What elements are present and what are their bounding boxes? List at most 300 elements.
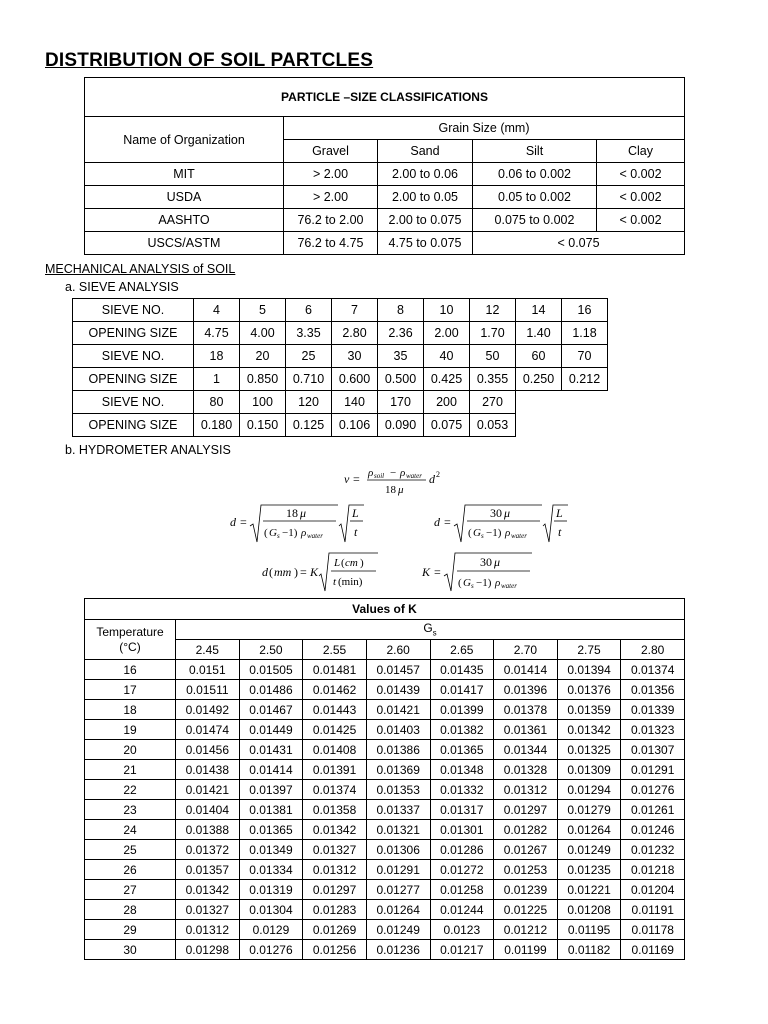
svg-text:K: K [422,565,431,579]
k-value-cell: 0.01462 [303,680,367,700]
k-value-cell: 0.01381 [239,800,303,820]
k-value-cell: 0.01408 [303,740,367,760]
k-value-cell: 0.01208 [557,900,621,920]
k-value-cell: 0.01396 [494,680,558,700]
svg-text:d: d [434,515,440,529]
k-value-cell: 0.01349 [239,840,303,860]
table-row [85,900,685,920]
svg-text:(: ( [269,565,273,579]
subsection-heading: b. HYDROMETER ANALYSIS [65,443,231,457]
k-value-cell: 0.01391 [303,760,367,780]
k-value-cell: 0.0129 [239,920,303,940]
temperature-cell: 24 [85,820,176,840]
k-value-cell: 0.01457 [366,660,430,680]
svg-text:water: water [307,532,323,540]
temperature-cell: 22 [85,780,176,800]
k-value-cell: 0.01334 [239,860,303,880]
k-value-cell: 0.01399 [430,700,494,720]
k-value-cell: 0.01272 [430,860,494,880]
gs-value-header: 2.45 [176,640,240,660]
opening-size-label: OPENING SIZE [73,322,194,345]
gs-value-header: 2.75 [557,640,621,660]
opening-size-cell: 3.35 [286,322,332,345]
k-value-cell: 0.01421 [366,700,430,720]
table-row [73,368,608,391]
k-value-cell: 0.01317 [430,800,494,820]
opening-size-cell: 0.600 [332,368,378,391]
diameter-formula-1 [228,502,378,548]
k-value-cell: 0.01339 [621,700,685,720]
opening-size-cell: 1.70 [470,322,516,345]
svg-text:μ: μ [398,484,404,496]
svg-text:(: ( [468,527,472,539]
k-formula [420,550,540,594]
k-value-cell: 0.01261 [621,800,685,820]
k-value-cell: 0.01511 [176,680,240,700]
k-value-cell: 0.01353 [366,780,430,800]
k-value-cell: 0.01204 [621,880,685,900]
k-value-cell: 0.01403 [366,720,430,740]
sieve-number-cell: 60 [516,345,562,368]
k-value-cell: 0.01178 [621,920,685,940]
k-value-cell: 0.01332 [430,780,494,800]
table-row [85,760,685,780]
k-value-cell: 0.01279 [557,800,621,820]
svg-text:G: G [463,577,471,589]
temperature-header [85,620,176,660]
table-row [85,940,685,960]
opening-size-label: OPENING SIZE [73,414,194,437]
cell: 4.75 to 0.075 [378,232,473,255]
table-row [85,740,685,760]
svg-text:s: s [277,532,280,540]
k-value-cell: 0.01438 [176,760,240,780]
cell: < 0.002 [597,186,685,209]
k-value-cell: 0.01342 [303,820,367,840]
table-row [85,186,685,209]
opening-size-cell: 0.355 [470,368,516,391]
k-value-cell: 0.01319 [239,880,303,900]
k-value-cell: 0.01286 [430,840,494,860]
k-value-cell: 0.01417 [430,680,494,700]
sieve-number-cell: 5 [240,299,286,322]
k-value-cell: 0.01374 [621,660,685,680]
k-value-cell: 0.01258 [430,880,494,900]
k-value-cell: 0.01244 [430,900,494,920]
k-value-cell: 0.01307 [621,740,685,760]
empty-cell [562,391,608,414]
gs-value-header: 2.70 [494,640,558,660]
k-value-cell: 0.01301 [430,820,494,840]
k-value-cell: 0.01449 [239,720,303,740]
sieve-number-cell: 140 [332,391,378,414]
table-row [73,414,608,437]
temperature-cell: 19 [85,720,176,740]
svg-text:18: 18 [286,506,298,520]
k-value-cell: 0.01344 [494,740,558,760]
svg-text:water: water [511,532,527,540]
svg-text:v: v [344,472,350,486]
table-row [73,345,608,368]
k-value-cell: 0.01414 [494,660,558,680]
temperature-cell: 26 [85,860,176,880]
table-row [85,720,685,740]
k-value-cell: 0.01253 [494,860,558,880]
k-value-cell: 0.01365 [430,740,494,760]
sieve-number-cell: 20 [240,345,286,368]
k-value-cell: 0.01435 [430,660,494,680]
col-header: Sand [378,140,473,163]
k-value-cell: 0.01312 [494,780,558,800]
temperature-cell: 29 [85,920,176,940]
sieve-number-cell: 50 [470,345,516,368]
k-value-cell: 0.01481 [303,660,367,680]
table-row [73,322,608,345]
table-row [73,391,608,414]
k-value-cell: 0.01269 [303,920,367,940]
k-value-cell: 0.01425 [303,720,367,740]
opening-size-cell: 0.053 [470,414,516,437]
sieve-number-cell: 14 [516,299,562,322]
opening-size-cell: 0.075 [424,414,470,437]
svg-text:t: t [333,576,337,588]
svg-text:=: = [434,565,441,579]
svg-text:ρ: ρ [505,527,511,539]
k-value-cell: 0.01431 [239,740,303,760]
k-value-cell: 0.01388 [176,820,240,840]
k-value-cell: 0.01323 [621,720,685,740]
cell: USDA [85,186,284,209]
cell: MIT [85,163,284,186]
svg-text:=: = [240,515,247,529]
opening-size-cell: 2.80 [332,322,378,345]
gs-value-header: 2.55 [303,640,367,660]
svg-text:L: L [334,557,341,569]
svg-text:18: 18 [385,484,396,496]
k-value-cell: 0.01348 [430,760,494,780]
velocity-formula [340,462,460,498]
table-row [85,860,685,880]
svg-text:K: K [310,565,319,579]
svg-text:d: d [262,565,268,579]
k-value-cell: 0.01291 [621,760,685,780]
k-value-cell: 0.01361 [494,720,558,740]
subsection-heading: a. SIEVE ANALYSIS [65,280,179,294]
svg-text:t: t [354,525,358,539]
k-value-cell: 0.01264 [366,900,430,920]
section-heading: MECHANICAL ANALYSIS of SOIL [45,262,236,276]
temperature-cell: 21 [85,760,176,780]
svg-text:(: ( [264,527,268,539]
k-value-cell: 0.01297 [494,800,558,820]
k-value-cell: 0.01328 [494,760,558,780]
k-value-cell: 0.01386 [366,740,430,760]
sieve-number-cell: 120 [286,391,332,414]
table-row [85,209,685,232]
gs-value-header: 2.60 [366,640,430,660]
k-value-cell: 0.01327 [176,900,240,920]
k-value-cell: 0.01277 [366,880,430,900]
k-value-cell: 0.01312 [176,920,240,940]
sieve-no-label: SIEVE NO. [73,299,194,322]
temp-header-line: Temperature [96,624,164,639]
sieve-number-cell: 18 [194,345,240,368]
sieve-number-cell: 25 [286,345,332,368]
svg-text:soil: soil [374,472,385,480]
opening-size-cell: 1.40 [516,322,562,345]
k-value-cell: 0.01217 [430,940,494,960]
svg-text:mm: mm [274,565,292,579]
cell: 76.2 to 4.75 [284,232,378,255]
sieve-number-cell: 170 [378,391,424,414]
opening-size-cell: 0.125 [286,414,332,437]
k-value-cell: 0.01443 [303,700,367,720]
k-value-cell: 0.01191 [621,900,685,920]
k-value-cell: 0.01397 [239,780,303,800]
k-value-cell: 0.01467 [239,700,303,720]
table-row [85,920,685,940]
cell: 2.00 to 0.05 [378,186,473,209]
grain-size-header: Grain Size (mm) [284,117,685,140]
opening-size-cell: 1 [194,368,240,391]
cell: < 0.002 [597,209,685,232]
k-value-cell: 0.01337 [366,800,430,820]
sieve-number-cell: 10 [424,299,470,322]
svg-text:−1): −1) [486,527,502,539]
svg-text:(min): (min) [338,576,363,588]
k-value-cell: 0.0123 [430,920,494,940]
k-value-cell: 0.01372 [176,840,240,860]
cell: 0.05 to 0.002 [473,186,597,209]
k-value-cell: 0.01195 [557,920,621,940]
opening-size-cell: 0.250 [516,368,562,391]
particle-size-table [84,77,685,255]
svg-text:water: water [406,472,422,480]
svg-text:μ: μ [300,506,307,520]
opening-size-cell: 0.212 [562,368,608,391]
k-value-cell: 0.01309 [557,760,621,780]
svg-text:s: s [481,532,484,540]
k-value-cell: 0.01505 [239,660,303,680]
k-value-cell: 0.01282 [494,820,558,840]
temperature-cell: 23 [85,800,176,820]
sieve-number-cell: 7 [332,299,378,322]
k-value-cell: 0.01246 [621,820,685,840]
k-value-cell: 0.01359 [557,700,621,720]
svg-text:(: ( [458,577,462,589]
sieve-number-cell: 270 [470,391,516,414]
svg-text:water: water [501,582,517,590]
svg-text:G: G [269,527,277,539]
sieve-analysis-table [72,298,608,437]
opening-size-cell: 0.180 [194,414,240,437]
k-value-cell: 0.01199 [494,940,558,960]
k-value-cell: 0.01356 [621,680,685,700]
k-value-cell: 0.01378 [494,700,558,720]
sieve-number-cell: 12 [470,299,516,322]
k-value-cell: 0.01236 [366,940,430,960]
table-row [85,880,685,900]
gs-value-header: 2.50 [239,640,303,660]
k-value-cell: 0.0151 [176,660,240,680]
k-value-cell: 0.01394 [557,660,621,680]
svg-text:L: L [556,506,563,520]
svg-text:ρ: ρ [368,467,374,479]
k-value-cell: 0.01342 [176,880,240,900]
k-value-cell: 0.01306 [366,840,430,860]
k-value-cell: 0.01276 [239,940,303,960]
sieve-number-cell: 35 [378,345,424,368]
sieve-number-cell: 100 [240,391,286,414]
k-value-cell: 0.01357 [176,860,240,880]
svg-text:(: ( [341,557,345,569]
k-value-cell: 0.01486 [239,680,303,700]
temperature-cell: 17 [85,680,176,700]
k-value-cell: 0.01298 [176,940,240,960]
page-title: DISTRIBUTION OF SOIL PARTCLES [45,50,374,71]
cell: 76.2 to 2.00 [284,209,378,232]
svg-text:d: d [429,472,435,486]
sieve-number-cell: 200 [424,391,470,414]
diameter-mm-formula [260,550,390,594]
col-header: Silt [473,140,597,163]
cell: < 0.075 [473,232,685,255]
gs-value-header: 2.80 [621,640,685,660]
k-value-cell: 0.01404 [176,800,240,820]
k-value-cell: 0.01327 [303,840,367,860]
k-value-cell: 0.01249 [557,840,621,860]
k-value-cell: 0.01325 [557,740,621,760]
cell: 0.06 to 0.002 [473,163,597,186]
k-value-cell: 0.01267 [494,840,558,860]
k-value-cell: 0.01456 [176,740,240,760]
opening-size-cell: 1.18 [562,322,608,345]
diameter-formula-2 [432,502,582,548]
opening-size-cell: 0.710 [286,368,332,391]
k-value-cell: 0.01225 [494,900,558,920]
svg-text:ρ: ρ [301,527,307,539]
k-value-cell: 0.01382 [430,720,494,740]
k-value-cell: 0.01294 [557,780,621,800]
svg-text:−: − [390,467,397,479]
svg-text:ρ: ρ [400,467,406,479]
svg-text:30: 30 [490,506,502,520]
temperature-cell: 25 [85,840,176,860]
k-values-table [84,598,685,960]
k-value-cell: 0.01439 [366,680,430,700]
k-value-cell: 0.01369 [366,760,430,780]
svg-text:=: = [300,565,307,579]
svg-text:cm: cm [345,557,358,569]
table-row [85,700,685,720]
k-value-cell: 0.01421 [176,780,240,800]
col-header: Gravel [284,140,378,163]
k-value-cell: 0.01239 [494,880,558,900]
k-value-cell: 0.01221 [557,880,621,900]
svg-text:−1): −1) [282,527,298,539]
k-value-cell: 0.01376 [557,680,621,700]
temperature-cell: 20 [85,740,176,760]
temperature-cell: 16 [85,660,176,680]
col-header: Clay [597,140,685,163]
svg-text:): ) [294,565,298,579]
empty-cell [516,414,562,437]
svg-text:d: d [230,515,236,529]
k-value-cell: 0.01249 [366,920,430,940]
cell: AASHTO [85,209,284,232]
k-value-cell: 0.01218 [621,860,685,880]
svg-text:=: = [353,472,360,486]
opening-size-cell: 0.106 [332,414,378,437]
k-value-cell: 0.01169 [621,940,685,960]
table-row [85,660,685,680]
temperature-cell: 27 [85,880,176,900]
gs-header: $G_s$ [176,620,685,640]
k-value-cell: 0.01256 [303,940,367,960]
svg-text:G: G [473,527,481,539]
k-value-cell: 0.01374 [303,780,367,800]
opening-size-cell: 0.090 [378,414,424,437]
k-value-cell: 0.01276 [621,780,685,800]
opening-size-cell: 0.500 [378,368,424,391]
sieve-number-cell: 80 [194,391,240,414]
table-row [85,163,685,186]
k-value-cell: 0.01342 [557,720,621,740]
sieve-no-label: SIEVE NO. [73,345,194,368]
empty-cell [562,414,608,437]
opening-size-cell: 2.00 [424,322,470,345]
k-value-cell: 0.01235 [557,860,621,880]
temperature-cell: 18 [85,700,176,720]
table-caption: PARTICLE –SIZE CLASSIFICATIONS [85,78,685,117]
k-value-cell: 0.01232 [621,840,685,860]
temperature-cell: 28 [85,900,176,920]
empty-cell [516,391,562,414]
table-row [85,680,685,700]
sieve-number-cell: 30 [332,345,378,368]
table-row [85,800,685,820]
gs-value-header: 2.65 [430,640,494,660]
sieve-number-cell: 8 [378,299,424,322]
k-value-cell: 0.01291 [366,860,430,880]
sieve-number-cell: 6 [286,299,332,322]
k-value-cell: 0.01212 [494,920,558,940]
org-header: Name of Organization [85,117,284,163]
k-value-cell: 0.01492 [176,700,240,720]
k-value-cell: 0.01358 [303,800,367,820]
cell: > 2.00 [284,163,378,186]
table-row [85,232,685,255]
cell: 2.00 to 0.06 [378,163,473,186]
opening-size-cell: 0.425 [424,368,470,391]
k-value-cell: 0.01264 [557,820,621,840]
svg-text:s: s [471,582,474,590]
k-value-cell: 0.01321 [366,820,430,840]
svg-text:ρ: ρ [495,577,501,589]
table-row [85,780,685,800]
svg-text:μ: μ [504,506,511,520]
k-value-cell: 0.01312 [303,860,367,880]
cell: < 0.002 [597,163,685,186]
sieve-number-cell: 16 [562,299,608,322]
opening-size-cell: 4.00 [240,322,286,345]
sieve-no-label: SIEVE NO. [73,391,194,414]
table-row [85,820,685,840]
svg-text:t: t [558,525,562,539]
sieve-number-cell: 4 [194,299,240,322]
svg-text:L: L [352,506,359,520]
temperature-cell: 30 [85,940,176,960]
